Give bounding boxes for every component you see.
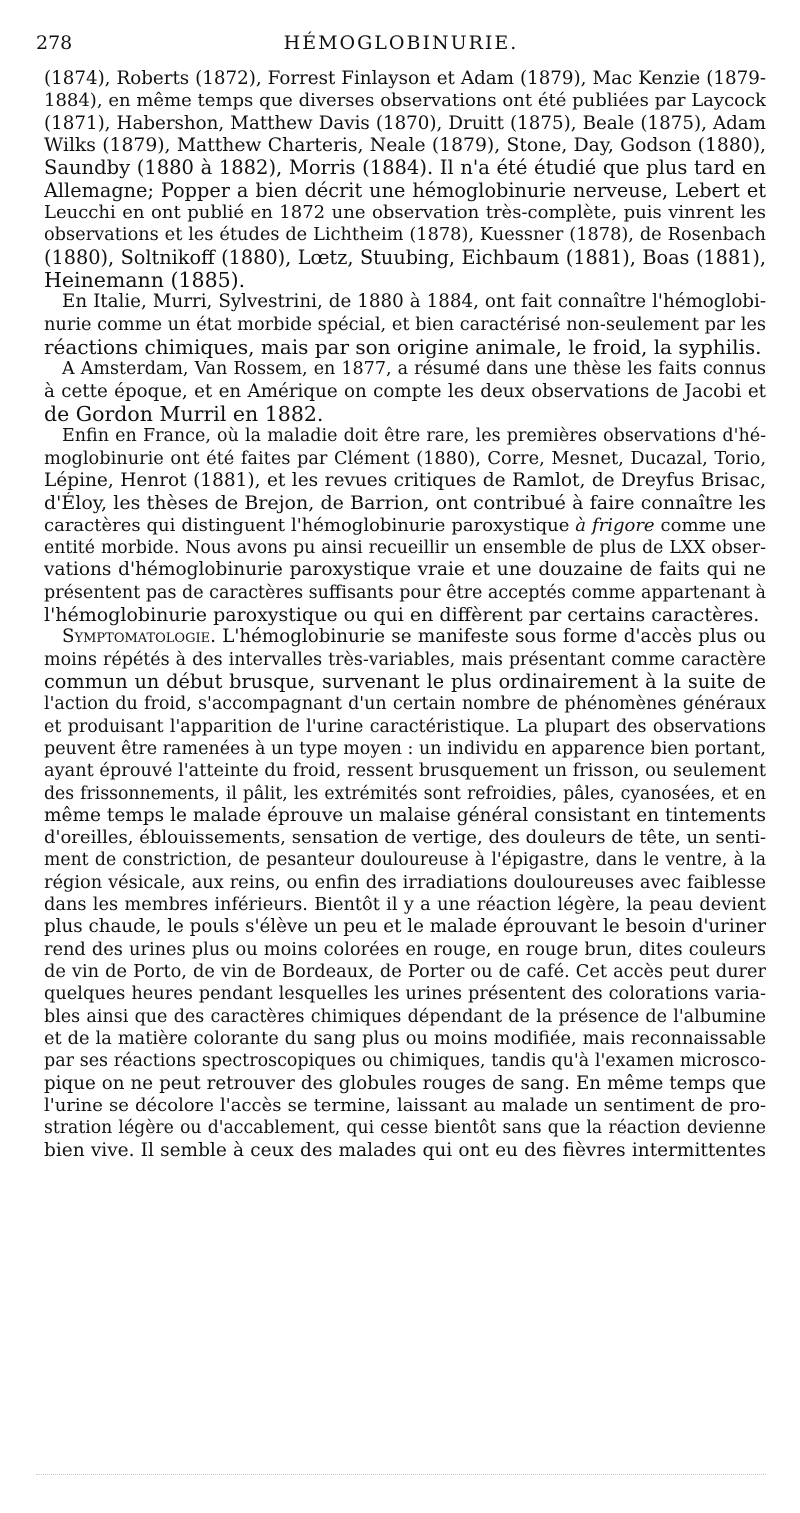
body-text xyxy=(44,68,766,1162)
text-line xyxy=(44,783,766,805)
text-line xyxy=(44,202,766,224)
line-text: pique on ne peut retrouver des globules rouges de sang. En même temps que xyxy=(44,1072,766,1094)
text-line xyxy=(44,961,766,983)
text-line xyxy=(44,135,766,157)
text-line xyxy=(44,470,766,492)
line-text: l'action du froid, s'accompagnant d'un certain nombre de phénomènes généraux xyxy=(44,694,766,715)
line-text: Wilks (1879), Matthew Charteris, Neale (1879), Stone, Day, Godson (1880), xyxy=(44,134,766,156)
line-text: l'urine se décolore l'accès se termine, laissant au malade un sentiment de pro- xyxy=(44,1095,766,1117)
text-line xyxy=(44,849,766,871)
running-title: HÉMOGLOBINURIE. xyxy=(283,32,519,54)
text-line xyxy=(44,693,766,715)
line-text: bles ainsi que des caractères chimiques dépendant de la présence de l'albumine xyxy=(44,1006,766,1027)
line-text: plus chaude, le pouls s'élève un peu et le malade éprouvant le besoin d'uriner xyxy=(44,916,766,938)
line-text: de Gordon Murril en 1882. xyxy=(44,402,324,426)
text-line xyxy=(44,425,766,447)
line-text: Allemagne; Popper a bien décrit une hémoglobinurie nerveuse, Lebert et xyxy=(44,179,766,202)
text-line xyxy=(44,916,766,938)
text-line xyxy=(44,671,766,693)
line-text: d'oreilles, éblouissements, sensation de vertige, des douleurs de tête, un senti- xyxy=(44,827,766,849)
text-line xyxy=(44,68,766,90)
footer-divider xyxy=(36,1474,766,1479)
text-line xyxy=(44,269,766,291)
text-line xyxy=(44,448,766,470)
text-line xyxy=(44,626,766,648)
text-line xyxy=(44,827,766,849)
text-line xyxy=(44,894,766,916)
text-line xyxy=(44,582,766,604)
line-text: 1884), en même temps que diverses observations ont été publiées par Laycock xyxy=(44,90,766,112)
text-line xyxy=(44,716,766,738)
text-line xyxy=(44,649,766,671)
line-text: quelques heures pendant lesquelles les urines présentent des colorations varia- xyxy=(44,984,766,1005)
text-line xyxy=(44,403,766,425)
text-line xyxy=(44,1006,766,1028)
line-text: des frissonnements, il pâlit, les extrémités sont refroidies, pâles, cyanosées, et en xyxy=(44,783,766,804)
text-line xyxy=(44,291,766,313)
text-line xyxy=(44,559,766,581)
line-text: et produisant l'apparition de l'urine caractéristique. La plupart des observations xyxy=(44,716,766,737)
text-line xyxy=(44,983,766,1005)
line-text: l'hémoglobinurie paroxystique ou qui en diffèrent par certains caractères. xyxy=(44,603,760,626)
line-text: caractères qui distinguent l'hémoglobinurie paroxystique xyxy=(44,514,570,536)
line-text: L'hémoglobinurie se manifeste sous forme d'accès plus ou xyxy=(215,626,766,648)
text-line xyxy=(44,1050,766,1072)
text-line xyxy=(44,113,766,135)
line-text: observations et les études de Lichtheim (1878), Kuessner (1878), de Rosenbach xyxy=(44,225,766,246)
line-text: (1871), Habershon, Matthew Davis (1870), Druitt (1875), Beale (1875), Adam xyxy=(44,112,766,134)
line-text: Enfin en France, où la maladie doit être rare, les premières observations d'hé- xyxy=(62,426,766,447)
text-line xyxy=(44,537,766,559)
line-text: moglobinurie ont été faites par Clément (1880), Corre, Mesnet, Ducazal, Torio, xyxy=(44,448,766,469)
page-number: 278 xyxy=(36,32,73,54)
line-text: rend des urines plus ou moins colorées en rouge, en rouge brun, dites couleurs xyxy=(44,939,766,960)
text-line xyxy=(44,1095,766,1117)
line-text: de vin de Porto, de vin de Bordeaux, de Porter ou de café. Cet accès peut durer xyxy=(44,962,766,983)
line-text: dans les membres inférieurs. Bientôt il y a une réaction légère, la peau devient xyxy=(44,895,766,916)
line-text: présentent pas de caractères suffisants pour être acceptés comme appartenant à xyxy=(44,582,766,603)
text-line xyxy=(44,1117,766,1139)
line-text: région vésicale, aux reins, ou enfin des irradiations douloureuses avec faiblesse xyxy=(44,872,766,893)
text-line xyxy=(44,358,766,380)
text-line xyxy=(44,492,766,514)
line-text: moins répétés à des intervalles très-variables, mais présentant comme caractère xyxy=(44,649,766,670)
text-line xyxy=(44,157,766,179)
line-text: entité morbide. Nous avons pu ainsi recueillir un ensemble de plus de LXX obser- xyxy=(44,537,766,558)
section-heading: Symptomatologie. xyxy=(62,626,216,648)
line-text: nurie comme un état morbide spécial, et bien caractérisé non-seulement par les xyxy=(44,314,766,335)
line-text: d'Éloy, les thèses de Brejon, de Barrion, ont contribué à faire connaître les xyxy=(44,492,766,515)
text-line xyxy=(44,939,766,961)
line-text: stration légère ou d'accablement, qui cesse bientôt sans que la réaction devienne xyxy=(44,1118,766,1139)
line-text: à cette époque, et en Amérique on compte les deux observations de Jacobi et xyxy=(44,380,766,402)
line-text: Leucchi en ont publié en 1872 une observation très-complète, puis vinrent les xyxy=(44,201,766,223)
line-text: par ses réactions spectroscopiques ou chimiques, tandis qu'à l'examen microsco- xyxy=(44,1051,766,1072)
text-line xyxy=(44,760,766,782)
line-text-tail: comme une xyxy=(654,514,766,536)
line-text: En Italie, Murri, Sylvestrini, de 1880 à 1884, ont fait connaître l'hémoglobi- xyxy=(62,291,766,313)
line-text: même temps le malade éprouve un malaise général consistant en tintements xyxy=(44,804,766,826)
text-line xyxy=(44,1028,766,1050)
text-line xyxy=(44,805,766,827)
line-text: ayant éprouvé l'atteinte du froid, ressent brusquement un frisson, ou seulement xyxy=(44,761,766,782)
page-header xyxy=(36,32,766,60)
text-line xyxy=(44,1140,766,1162)
text-line xyxy=(44,247,766,269)
line-text: peuvent être ramenées à un type moyen : un individu en apparence bien portant, xyxy=(44,738,766,759)
text-line xyxy=(44,1073,766,1095)
text-line xyxy=(44,336,766,358)
text-line xyxy=(44,381,766,403)
line-text: réactions chimiques, mais par son origine animale, le froid, la syphilis. xyxy=(44,335,762,359)
line-text: ment de constriction, de pesanteur douloureuse à l'épigastre, dans le ventre, à la xyxy=(44,850,766,871)
line-text: vations d'hémoglobinurie paroxystique vraie et une douzaine de faits qui ne xyxy=(44,559,766,581)
line-text: A Amsterdam, Van Rossem, en 1877, a résumé dans une thèse les faits connus xyxy=(62,359,766,380)
italic-phrase: à frigore xyxy=(575,514,655,536)
line-text: bien vive. Il semble à ceux des malades qui ont eu des fièvres intermittentes xyxy=(44,1139,766,1161)
text-line xyxy=(44,180,766,202)
line-text: Heinemann (1885). xyxy=(44,268,246,292)
line-text: (1874), Roberts (1872), Forrest Finlayson et Adam (1879), Mac Kenzie (1879- xyxy=(44,68,766,89)
text-line xyxy=(44,872,766,894)
text-line xyxy=(44,515,766,537)
line-text: Lépine, Henrot (1881), et les revues critiques de Ramlot, de Dreyfus Brisac, xyxy=(44,469,766,491)
text-line xyxy=(44,90,766,112)
line-text: et de la matière colorante du sang plus ou moins modifiée, mais reconnaissable xyxy=(44,1029,766,1050)
line-text: Saundby (1880 à 1882), Morris (1884). Il n'a été étudié que plus tard en xyxy=(44,157,766,180)
line-text: commun un début brusque, survenant le plus ordinairement à la suite de xyxy=(44,670,766,693)
text-line xyxy=(44,224,766,246)
text-line xyxy=(44,604,766,626)
text-line xyxy=(44,738,766,760)
line-text: (1880), Soltnikoff (1880), Lœtz, Stuubing, Eichbaum (1881), Boas (1881), xyxy=(44,246,766,269)
text-line xyxy=(44,314,766,336)
